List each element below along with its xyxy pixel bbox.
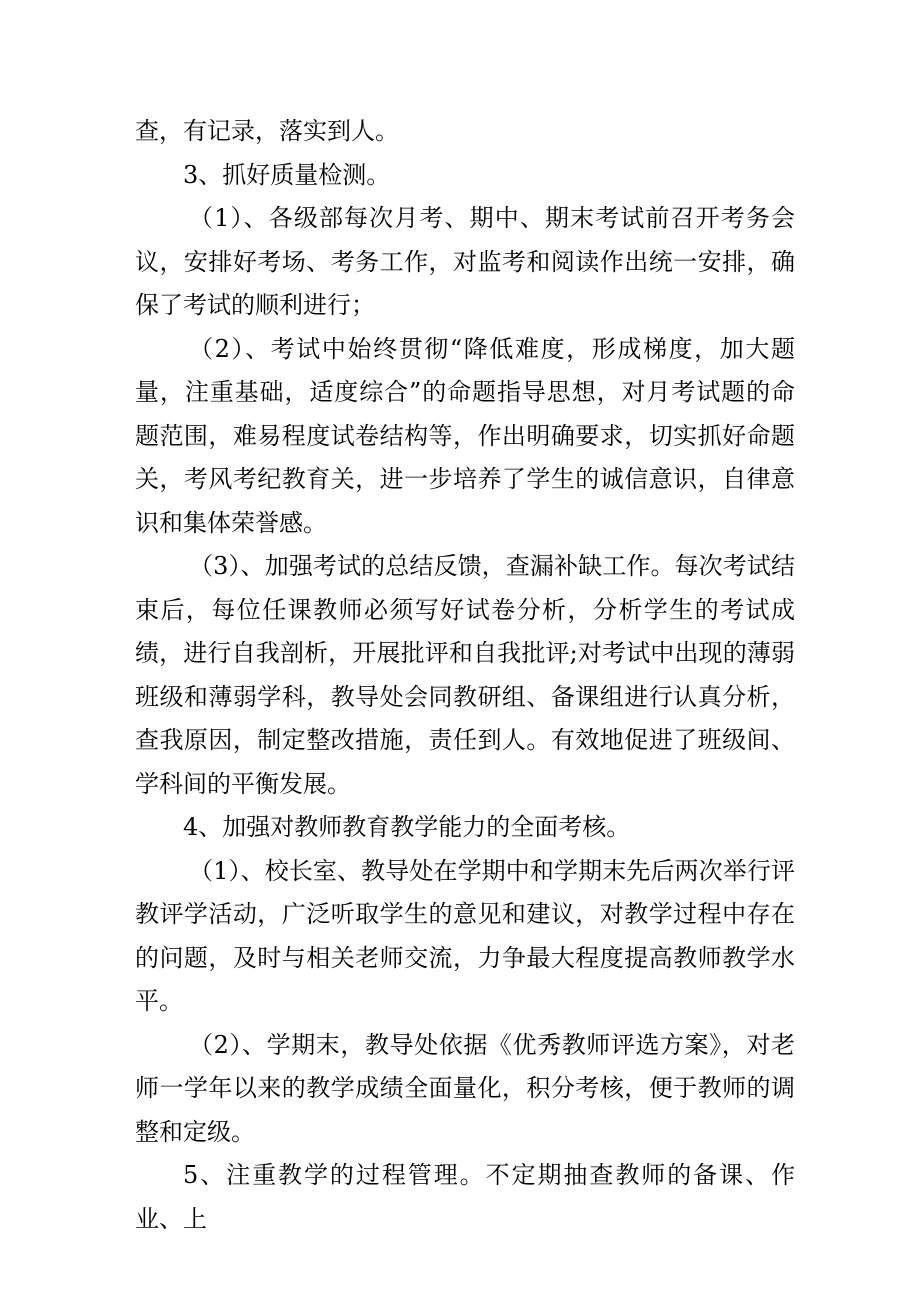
paragraph-item-3-heading: 3、抓好质量检测。 bbox=[183, 160, 391, 189]
paragraph-item-3-1: （1）、各级部每次月考、期中、期末考试前召开考务会议，安排好考场、考务工作，对监考和阅读作出统一安排，确保了考试的顺利进行； bbox=[135, 204, 795, 319]
paragraph-continuation: 查，有记录，落实到人。 bbox=[135, 117, 399, 145]
paragraph-item-4-2: （2）、学期末，教导处依据《优秀教师评选方案》，对老师一学年以来的教学成绩全面量化，积分考核，便于教师的调整和定级。 bbox=[135, 1030, 795, 1146]
paragraph-item-5-heading: 5、注重教学的过程管理。不定期抽查教师的备课、作业、上 bbox=[135, 1161, 795, 1233]
document-body bbox=[135, 110, 795, 1241]
paragraph-item-3-2: （2）、考试中始终贯彻“降低难度，形成梯度，加大题量，注重基础，适度综合”的命题指导思想，对月考试题的命题范围，难易程度试卷结构等，作出明确要求，切实抓好命题关，考风考纪教育关，进一步培养了学生的诚信意识，自律意识和集体荣誉感。 bbox=[135, 334, 795, 537]
paragraph-item-4-heading: 4、加强对教师教育教学能力的全面考核。 bbox=[183, 813, 631, 841]
paragraph-item-4-1: （1）、校长室、教导处在学期中和学期末先后两次举行评教评学活动，广泛听取学生的意见和建议，对教学过程中存在的问题，及时与相关老师交流，力争最大程度提高教师教学水平。 bbox=[135, 856, 795, 1015]
paragraph-item-3-3: （3）、加强考试的总结反馈，查漏补缺工作。每次考试结束后，每位任课教师必须写好试卷分析，分析学生的考试成绩，进行自我剖析，开展批评和自我批评;对考试中出现的薄弱班级和薄弱学科，教导处会同教研组、备课组进行认真分析，查我原因，制定整改措施，责任到人。有效地促进了班级间、学科间的平衡发展。 bbox=[135, 552, 795, 798]
